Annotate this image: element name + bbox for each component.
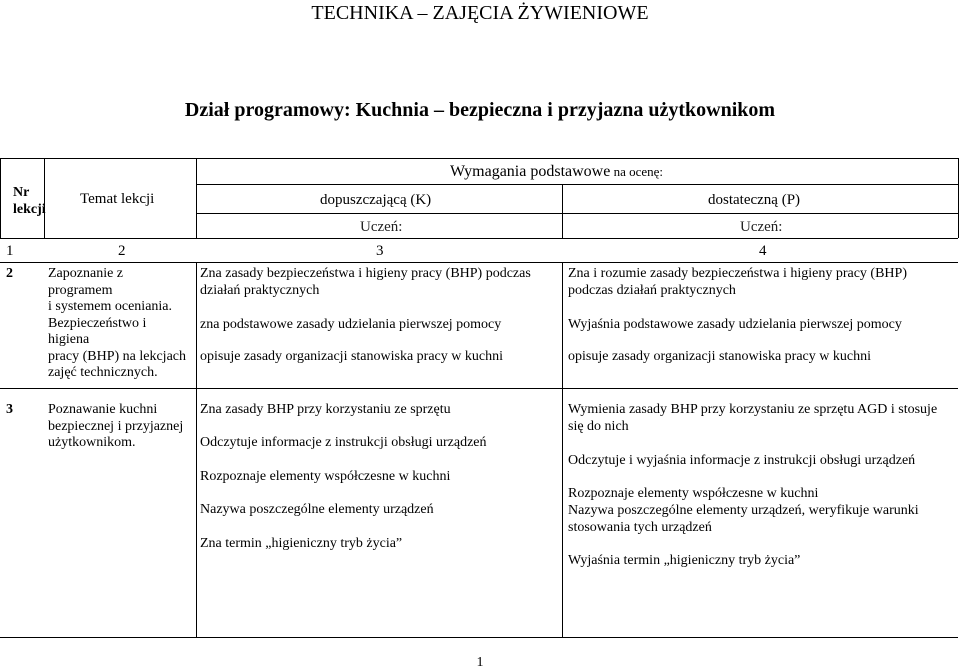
requirement-p: Wymienia zasady BHP przy korzystaniu ze sprzętu AGD i stosuje	[568, 402, 938, 417]
column-number: 2	[118, 243, 126, 259]
table-border-right	[958, 158, 959, 238]
column-number: 4	[759, 243, 767, 259]
requirement-k: Zna zasady bezpieczeństwa i higieny pracy (BHP) podczas	[200, 266, 531, 281]
column-number: 1	[6, 243, 14, 259]
nr-header: Nr lekcji	[13, 185, 46, 217]
requirements-table	[0, 158, 960, 638]
topic-line: Poznawanie kuchni	[48, 402, 158, 417]
requirement-k: Zna termin „higieniczny tryb życia”	[200, 536, 403, 551]
topic-header: Temat lekcji	[80, 191, 155, 207]
topic-line: zajęć technicznych.	[48, 365, 158, 380]
table-border-top	[0, 158, 958, 159]
topic-column-rule-header	[196, 158, 197, 238]
requirement-p: Zna i rozumie zasady bezpieczeństwa i higieny pracy (BHP)	[568, 266, 907, 281]
requirement-k: Odczytuje informacje z instrukcji obsługi urządzeń	[200, 435, 487, 450]
requirement-p: Wyjaśnia termin „higieniczny tryb życia”	[568, 553, 801, 568]
topic-line: i systemem oceniania.	[48, 299, 173, 314]
grade-split-rule-header	[562, 184, 563, 238]
topic-column-rule-body	[196, 262, 197, 637]
topic-line: higiena	[48, 332, 90, 347]
lesson-number: 3	[6, 402, 13, 417]
student-header-rule	[196, 213, 958, 214]
document-title: TECHNIKA – ZAJĘCIA ŻYWIENIOWE	[311, 2, 649, 24]
column-numbers-rule	[0, 262, 958, 263]
topic-line: programem	[48, 282, 113, 298]
requirement-p: Odczytuje i wyjaśnia informacje z instrukcji obsługi urządzeń	[568, 453, 916, 468]
requirement-k: Rozpoznaje elementy współczesne w kuchni	[200, 469, 451, 484]
topic-line: użytkownikom.	[48, 435, 136, 450]
topic-line: bezpiecznej i przyjaznej	[48, 418, 184, 434]
table-border-bottom	[0, 637, 958, 638]
page-number: 1	[476, 655, 484, 670]
topic-line: Bezpieczeństwo i	[48, 315, 147, 331]
student-p-label: Uczeń:	[740, 219, 783, 235]
grade-k-header: dopuszczającą (K)	[320, 192, 432, 208]
requirements-header: Wymagania podstawowe na ocenę:	[450, 163, 664, 180]
topic-line: pracy (BHP) na lekcjach	[48, 348, 186, 364]
topic-line: Zapoznanie z	[48, 266, 124, 281]
requirement-p: opisuje zasady organizacji stanowiska pracy w kuchni	[568, 349, 871, 364]
column-number: 3	[376, 243, 384, 259]
requirement-p: podczas działań praktycznych	[568, 283, 736, 298]
requirement-p: Rozpoznaje elementy współczesne w kuchni	[568, 486, 819, 501]
lesson-topic	[48, 266, 186, 382]
requirement-p: Wyjaśnia podstawowe zasady udzielania pierwszej pomocy	[568, 317, 902, 332]
lesson-topic	[48, 402, 183, 452]
requirement-p: stosowania tych urządzeń	[568, 520, 712, 535]
requirement-p: Nazywa poszczególne elementy urządzeń, weryfikuje warunki	[568, 503, 919, 518]
requirement-k: zna podstawowe zasady udzielania pierwszej pomocy	[200, 317, 502, 332]
requirement-p: się do nich	[568, 419, 629, 434]
grade-split-rule-body	[562, 262, 563, 637]
table-border-left	[0, 158, 1, 238]
grade-p-header: dostateczną (P)	[708, 192, 801, 208]
lesson-number: 2	[6, 266, 13, 281]
requirement-k: Nazywa poszczególne elementy urządzeń	[200, 502, 434, 517]
student-k-label: Uczeń:	[360, 219, 403, 235]
header-bottom-rule	[0, 238, 958, 239]
row-separator	[0, 388, 958, 389]
requirement-k: działań praktycznych	[200, 283, 320, 298]
requirement-k: Zna zasady BHP przy korzystaniu ze sprzętu	[200, 402, 451, 417]
section-title: Dział programowy: Kuchnia – bezpieczna i przyjazna użytkownikom	[184, 99, 776, 121]
requirement-k: opisuje zasady organizacji stanowiska pracy w kuchni	[200, 349, 503, 364]
grade-header-rule	[196, 184, 958, 185]
